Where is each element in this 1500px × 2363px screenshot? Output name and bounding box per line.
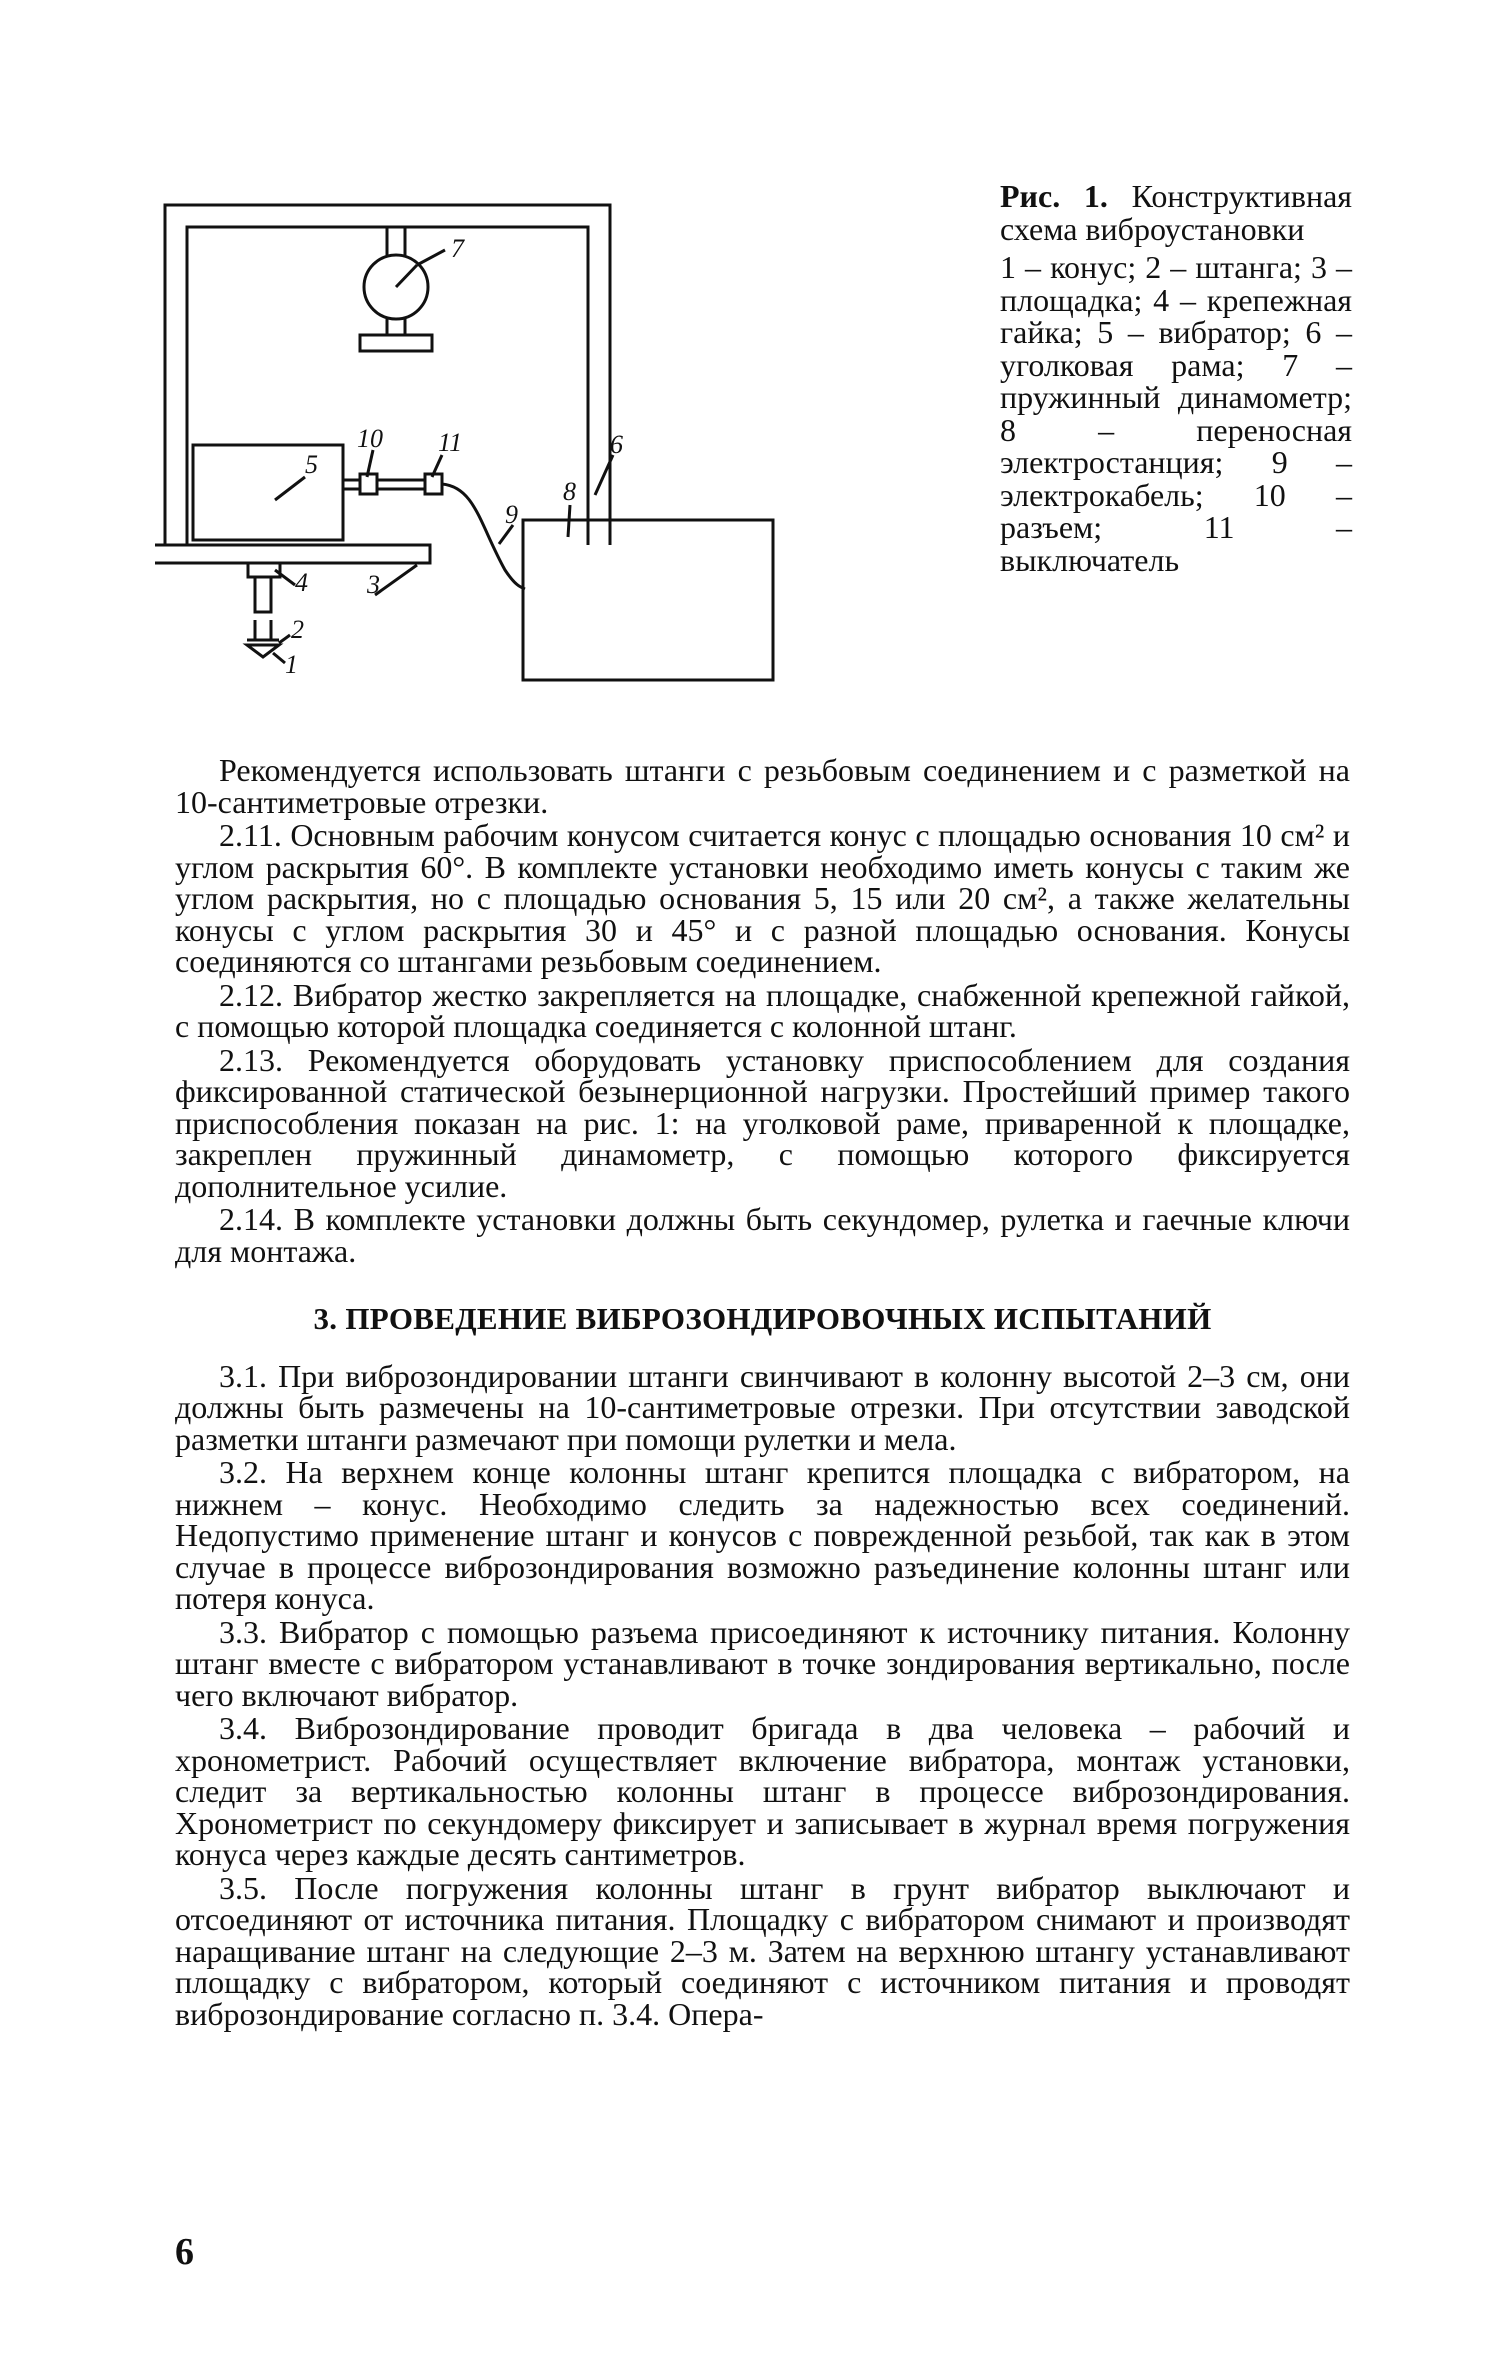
paragraph-2-11: 2.11. Основным рабочим конусом считается конус с площадью основания 10 см² и углом раскрытия 60°. В комплекте установки необходимо иметь конусы с таким же углом раскрытия, но с площадью основания 5, 15 или 20 см², а также желательны конусы с углом раскрытия 30 и 45° и с разной площадью основания. Конусы соединяются со штангами резьбовым соединением. [175, 817, 1350, 979]
paragraph-2-14: 2.14. В комплекте установки должны быть секундомер, рулетка и гаечные ключи для монтажа. [175, 1201, 1350, 1269]
platform [155, 545, 430, 563]
caption-title: Конструктивная схема виброустановки [1000, 178, 1353, 247]
label-10: 10 [357, 424, 383, 453]
label-9: 9 [505, 500, 518, 529]
figure-vibration-setup [155, 195, 995, 695]
paragraph-2-13: 2.13. Рекомендуется оборудовать установку приспособлением для создания фиксированной статической безынерционной нагрузки. Простейший пример такого приспособления показан на рис. 1: на уголковой раме, приваренной к площадке, закреплен пружинный динамометр, с помощью которого фиксируется дополнительное усилие. [175, 1041, 1350, 1204]
label-4: 4 [295, 568, 308, 597]
label-11: 11 [438, 428, 463, 457]
paragraph: Рекомендуется использовать штанги с резьбовым соединением и с разметкой на 10-сантиметровые отрезки. [175, 752, 1350, 820]
paragraph-3-1: 3.1. При виброзондировании штанги свинчивают в колонну высотой 2–3 см, они должны быть размечены на 10-сантиметровые отрезки. При отсутствии заводской разметки штанги размечают при помощи рулетки и мела. [175, 1357, 1350, 1457]
paragraph-3-5: 3.5. После погружения колонны штанг в грунт вибратор выключают и отсоединяют от источника питания. Площадку с вибратором снимают и производят наращивание штанг на следующие 2–3 м. Затем на верхнюю штангу устанавливают площадку с вибратором, который соединяют с источником питания и проводят виброзондирование согласно п. 3.4. Опера- [175, 1869, 1350, 2032]
dynamometer-plate [360, 335, 432, 351]
paragraph-2-12: 2.12. Вибратор жестко закрепляется на площадке, снабженной крепежной гайкой, с помощью которой площадка соединяется с колонной штанг. [175, 976, 1350, 1044]
label-5: 5 [305, 450, 318, 479]
figure-caption [1000, 180, 1352, 576]
vibrator-body [193, 445, 343, 540]
schematic-drawing [155, 195, 995, 695]
label-8: 8 [563, 477, 576, 506]
label-1: 1 [285, 650, 298, 679]
label-3: 3 [367, 570, 380, 599]
dynamometer-needle [396, 265, 417, 287]
paragraph-3-4: 3.4. Виброзондирование проводит бригада в два человека – рабочий и хронометрист. Рабочий осуществляет включение вибратора, монтаж установки, следит за вертикальностью колонны штанг в процессе виброзондирования. Хронометрист по секундомеру фиксирует и записывает в журнал время погружения конуса через каждые десять сантиметров. [175, 1710, 1350, 1872]
caption-title-line [1000, 180, 1352, 245]
paragraph-3-2: 3.2. На верхнем конце колонны штанг крепится площадка с вибратором, на нижнем – конус. Необходимо следить за надежностью всех соединений. Недопустимо применение штанг и конусов с поврежденной резьбой, так как в этом случае в процессе виброзондирования возможно разъединение колонны штанг или потеря конуса. [175, 1454, 1350, 1616]
paragraph-3-3: 3.3. Вибратор с помощью разъема присоединяют к источнику питания. Колонну штанг вместе с вибратором устанавливают в точке зондирования вертикально, после чего включают вибратор. [175, 1613, 1350, 1713]
body-text [175, 752, 1350, 2032]
label-6: 6 [610, 430, 623, 459]
page-number: 6 [175, 2231, 194, 2273]
caption-legend: 1 – конус; 2 – штанга; 3 – площадка; 4 – крепежная гайка; 5 – вибратор; 6 – уголковая рама; 7 – пружинный динамометр; 8 – переносная электростанция; 9 – электрокабель; 10 – разъем; 11 – выключатель [1000, 249, 1352, 578]
rod [255, 577, 271, 612]
power-station [523, 520, 773, 680]
label-7: 7 [451, 234, 464, 263]
section-heading: 3. ПРОВЕДЕНИЕ ВИБРОЗОНДИРОВОЧНЫХ ИСПЫТАНИЙ [313, 1301, 1212, 1336]
caption-number: Рис. 1. [1000, 178, 1108, 214]
label-2: 2 [291, 615, 304, 644]
angle-frame-inner [187, 227, 588, 545]
